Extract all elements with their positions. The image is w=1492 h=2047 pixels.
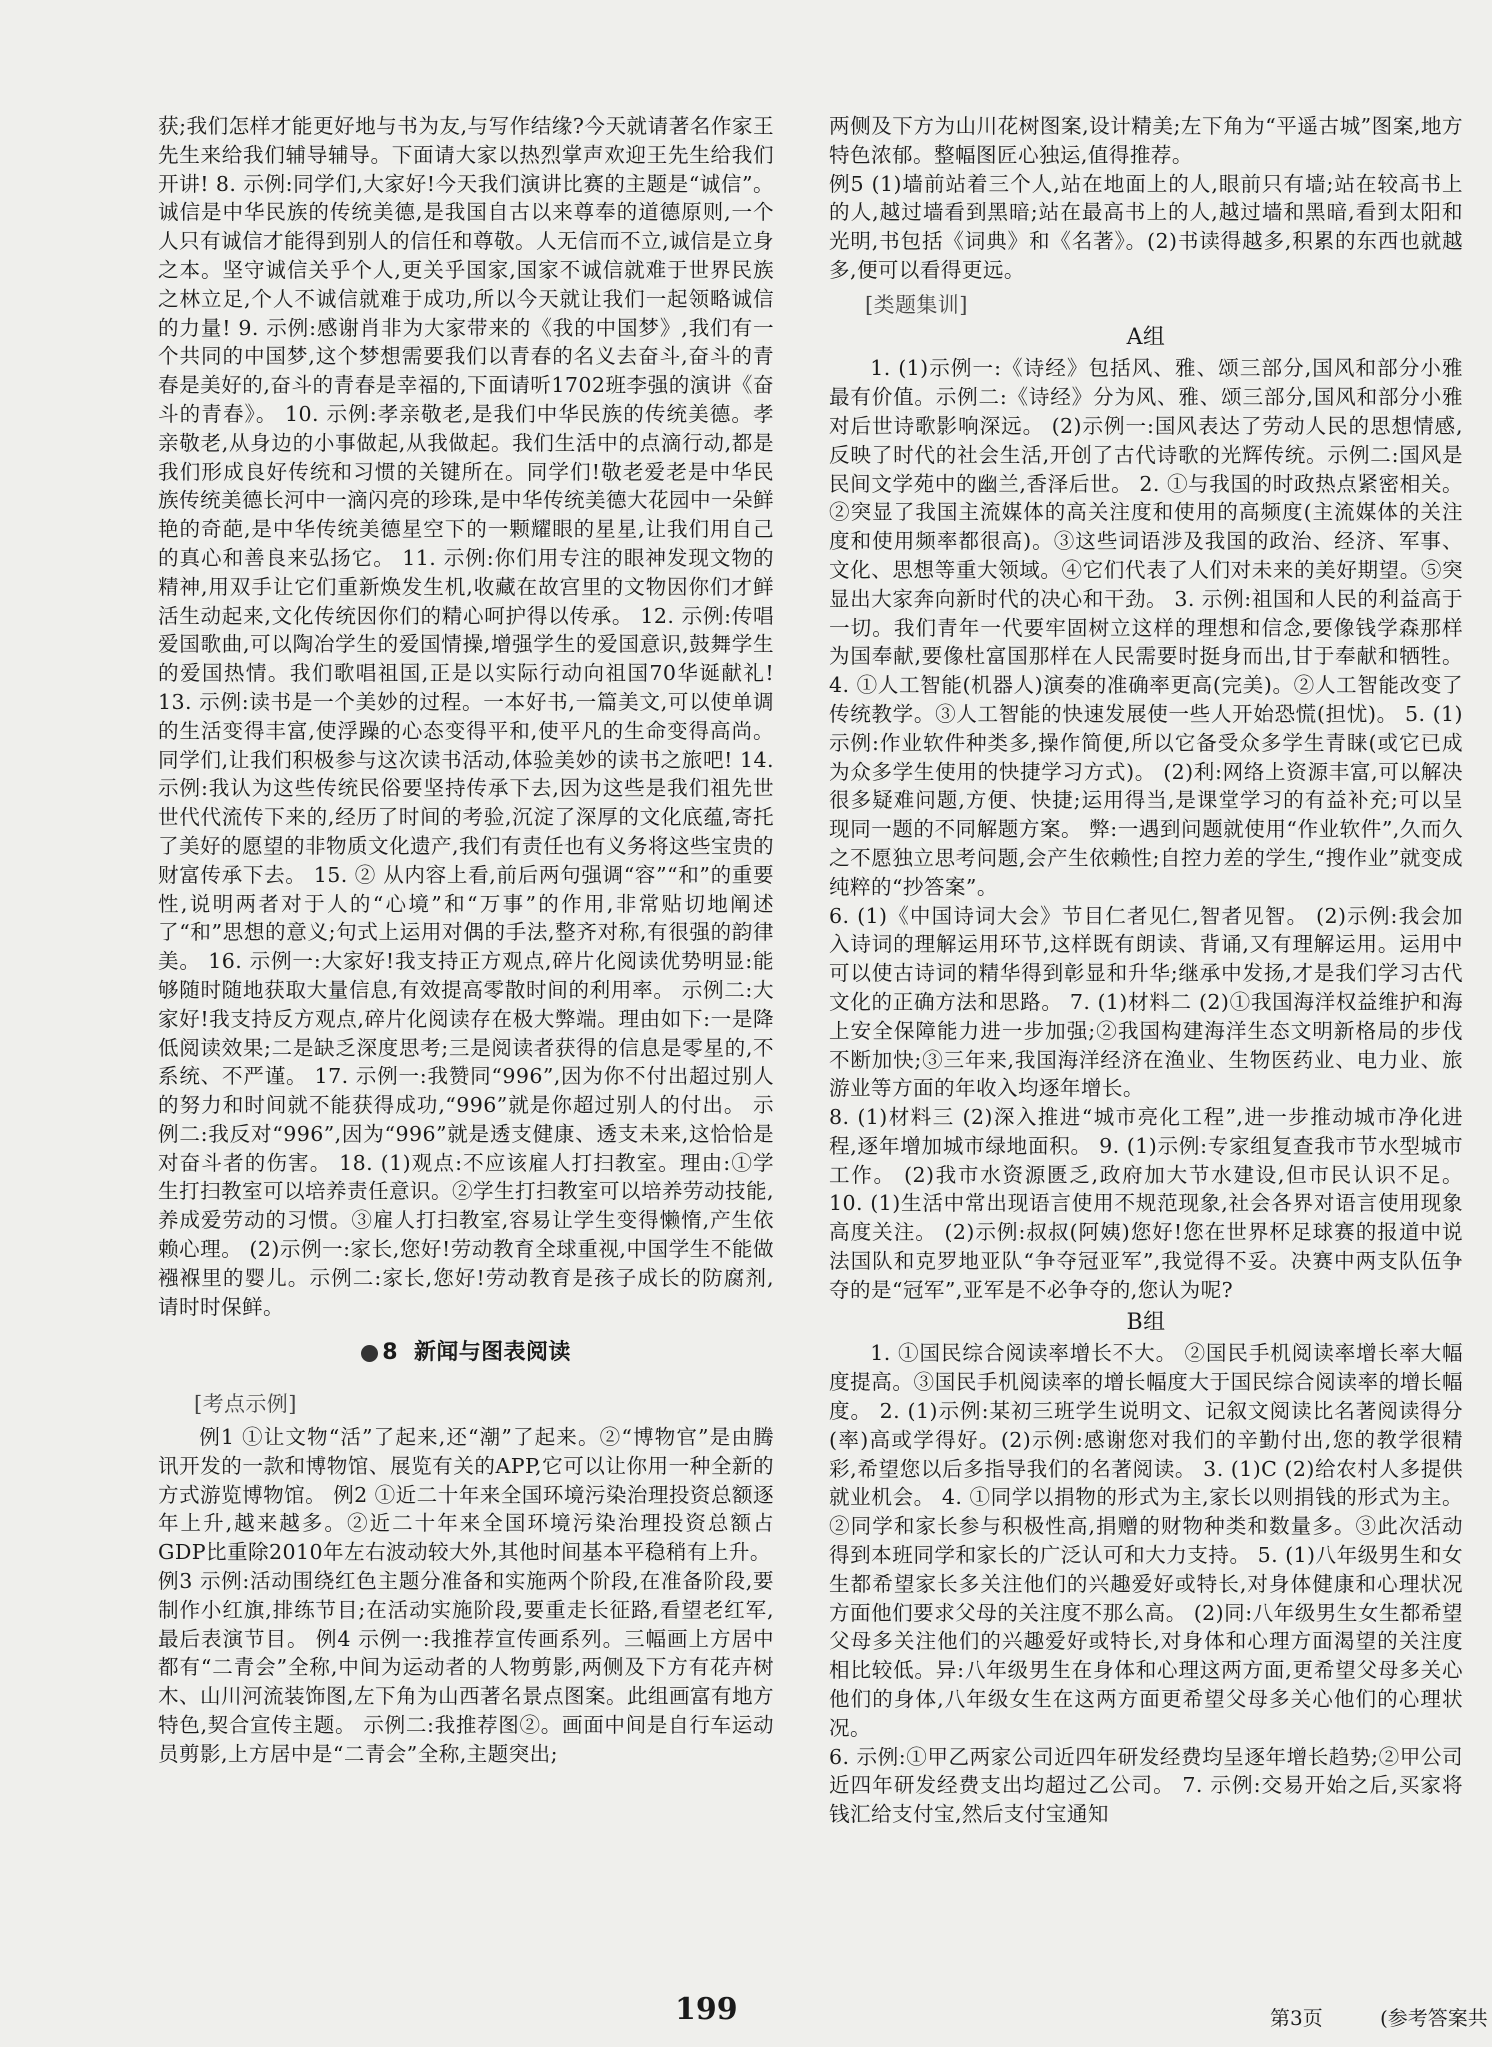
group-b-title: B组 — [1126, 1309, 1166, 1335]
bullet-dot-icon — [361, 1345, 378, 1362]
page-number: 199 — [675, 1992, 738, 2027]
page-label: 第3页 — [1270, 2006, 1323, 2030]
section-number: 8 — [382, 1340, 398, 1366]
answer-text: 两侧及下方为山川花树图案,设计精美;左下角为“平遥古城”图案,地方特色浓郁。整幅图匠心独运,值得推荐。 — [829, 114, 1463, 167]
answer-text: 1. ①国民综合阅读率增长不大。 ②国民手机阅读率增长率大幅度提高。③国民手机阅读率的增长幅度大于国民综合阅读率的增长幅度。 2. (1)示例:某初三班学生说明文、记叙文阅读比名著阅读得分(率)高或学得好。(2)示例:感谢您对我们的辛勤付出,您的教学很精彩,希望您以后多指导我们的名著阅读。 3. (1)C (2)给农村人多提供就业机会。 4. ①同学以捐物的形式为主,家长以则捐钱的形式为主。②同学和家长参与积极性高,捐赠的财物种类和数量多。③此次活动得到本班同学和家长的广泛认可和大力支持。 5. (1)八年级男生和女生都希望家长多关注他们的兴趣爱好或特长,对身体健康和心理状况方面他们要求父母的关注度不那么高。 (2)同:八年级男生女生都希望父母多关注他们的兴趣爱好或特长,对身体和心理方面渴望的关注度相比较低。异:八年级男生在身体和心理这两方面,更希望父母多关心他们的身体,八年级女生在这两方面更希望父母多关心他们的心理状况。 — [829, 1341, 1463, 1740]
exam-example-tag: [考点示例] — [194, 1392, 297, 1417]
answer-text: 6. 示例:①甲乙两家公司近四年研发经费均呈逐年增长趋势;②甲公司近四年研发经费支出均超过乙公司。 7. 示例:交易开始之后,买家将钱汇给支付宝,然后支付宝通知 — [829, 1744, 1463, 1827]
group-a-title: A组 — [1126, 324, 1166, 350]
section-title: 新闻与图表阅读 — [413, 1340, 571, 1366]
answer-text: 6. (1)《中国诗词大会》节目仁者见仁,智者见智。 (2)示例:我会加入诗词的理解运用环节,这样既有朗读、背诵,又有理解运用。运用中可以使古诗词的精华得到彰显和升华;继承中发扬,才是我们学习古代文化的正确方法和思路。 7. (1)材料二 (2)①我国海洋权益维护和海上安全保障能力进一步加强;②我国构建海洋生态文明新格局的步伐不断加快;③三年来,我国海洋经济在渔业、生物医药业、电力业、旅游业等方面的年收入均逐年增长。 — [829, 903, 1463, 1101]
answer-text: 1. (1)示例一:《诗经》包括风、雅、颂三部分,国风和部分小雅最有价值。示例二:《诗经》分为风、雅、颂三部分,国风和部分小雅对后世诗歌影响深远。 (2)示例一:国风表达了劳动人民的思想情感,反映了时代的社会生活,开创了古代诗歌的光辉传统。示例二:国风是民间文学苑中的幽兰,香泽后世。 2. ①与我国的时政热点紧密相关。②突显了我国主流媒体的高关注度和使用的高频度(主流媒体的关注度和使用频率都很高)。③这些词语涉及我国的政治、经济、军事、文化、思想等重大领域。④它们代表了人们对未来的美好期望。⑤突显出大家奔向新时代的决心和干劲。 3. 示例:祖国和人民的利益高于一切。我们青年一代要牢固树立这样的理想和信念,要像钱学森那样为国奉献,要像杜富国那样在人民需要时挺身而出,甘于奉献和牺牲。 4. ①人工智能(机器人)演奏的准确率更高(完美)。②人工智能改变了传统教学。③人工智能的快速发展使一些人开始恐慌(担忧)。 5. (1)示例:作业软件种类多,操作简便,所以它备受众多学生青睐(或它已成为众多学生使用的快捷学习方式)。 (2)利:网络上资源丰富,可以解决很多疑难问题,方便、快捷;运用得当,是课堂学习的有益补充;可以呈现同一题的不同解题方案。 弊:一遇到问题就使用“作业软件”,久而久之不愿独立思考问题,会产生依赖性;自控力差的学生,“搜作业”就变成纯粹的“抄答案”。 — [829, 356, 1463, 899]
right-column — [829, 112, 1463, 1829]
answer-text: 例3 示例:活动围绕红色主题分准备和实施两个阶段,在准备阶段,要制作小红旗,排练节目;在活动实施阶段,要重走长征路,看望老红军,最后表演节目。 例4 示例一:我推荐宣传画系列。三幅画上方居中都有“二青会”全称,中间为运动者的人物剪影,两侧及下方有花卉树木、山川河流装饰图,左下角为山西著名景点图案。此组画富有地方特色,契合宣传主题。 示例二:我推荐图②。画面中间是自行车运动员剪影,上方居中是“二青会”全称,主题突出; — [158, 1569, 774, 1766]
answer-text: 获;我们怎样才能更好地与书为友,与写作结缘?今天就请著名作家王先生来给我们辅导辅导。下面请大家以热烈掌声欢迎王先生给我们开讲! 8. 示例:同学们,大家好!今天我们演讲比赛的主题是“诚信”。诚信是中华民族的传统美德,是我国自古以来尊奉的道德原则,一个人只有诚信才能得到别人的信任和尊敬。人无信而不立,诚信是立身之本。坚守诚信关乎个人,更关乎国家,国家不诚信就难于世界民族之林立足,个人不诚信就难于成功,所以今天就让我们一起领略诚信的力量! 9. 示例:感谢肖非为大家带来的《我的中国梦》,我们有一个共同的中国梦,这个梦想需要我们以青春的名义去奋斗,奋斗的青春是美好的,奋斗的青春是幸福的,下面请听1702班李强的演讲《奋斗的青春》。 10. 示例:孝亲敬老,是我们中华民族的传统美德。孝亲敬老,从身边的小事做起,从我做起。我们生活中的点滴行动,都是我们形成良好传统和习惯的关键所在。同学们!敬老爱老是中华民族传统美德长河中一滴闪亮的珍珠,是中华传统美德大花园中一朵鲜艳的奇葩,是中华传统美德星空下的一颗耀眼的星星,让我们用自己的真心和善良来弘扬它。 11. 示例:你们用专注的眼神发现文物的精神,用双手让它们重新焕发生机,收藏在故宫里的文物因你们才鲜活生动起来,文化传统因你们的精心呵护得以传承。 12. 示例:传唱爱国歌曲,可以陶冶学生的爱国情操,增强学生的爱国意识,鼓舞学生的爱国热情。我们歌唱祖国,正是以实际行动向祖国70华诞献礼! 13. 示例:读书是一个美妙的过程。一本好书,一篇美文,可以使单调的生活变得丰富,使浮躁的心态变得平和,使平凡的生命变得高尚。同学们,让我们积极参与这次读书活动,体验美妙的读书之旅吧! 14. 示例:我认为这些传统民俗要坚持传承下去,因为这些是我们祖先世世代代流传下来的,经历了时间的考验,沉淀了深厚的文化底蕴,寄托了美好的愿望的非物质文化遗产,我们有责任也有义务将这些宝贵的财富传承下去。 15. ② 从内容上看,前后两句强调“容”“和”的重要性,说明两者对于人的“心境”和“万事”的作用,非常贴切地阐述了“和”思想的意义;句式上运用对偶的手法,整齐对称,有很强的韵律美。 16. 示例一:大家好!我支持正方观点,碎片化阅读优势明显:能够随时随地获取大量信息,有效提高零散时间的利用率。 示例二:大家好!我支持反方观点,碎片化阅读存在极大弊端。理由如下:一是降低阅读效果;二是缺乏深度思考;三是阅读者获得的信息是零星的,不系统、不严谨。 17. 示例一:我赞同“996”,因为你不付出超过别人的努力和时间就不能获得成功,“996”就是你超过别人的付出。 示例二:我反对“996”,因为“996”就是透支健康、透支未来,这恰恰是对奋斗者的伤害。 18. (1)观点:不应该雇人打扫教室。理由:①学生打扫教室可以培养责任意识。②学生打扫教室可以培养劳动技能,养成爱劳动的习惯。③雇人打扫教室,容易让学生变得懒惰,产生依赖心理。 (2)示例一:家长,您好!劳动教育全球重视,中国学生不能做襁褓里的婴儿。示例二:家长,您好!劳动教育是孩子成长的防腐剂,请时时保鲜。 — [158, 114, 774, 1319]
left-column — [158, 112, 774, 1769]
section-heading — [158, 1339, 774, 1368]
answer-text: 8. (1)材料三 (2)深入推进“城市亮化工程”,进一步推动城市净化进程,逐年增加城市绿地面积。 9. (1)示例:专家组复查我市节水型城市工作。 (2)我市水资源匮乏,政府加大节水建设,但市民认识不足。 10. (1)生活中常出现语言使用不规范现象,社会各界对语言使用现象高度关注。 (2)示例:叔叔(阿姨)您好!您在世界杯足球赛的报道中说法国队和克罗地亚队“争夺冠亚军”,我觉得不妥。决赛中两支队伍争夺的是“冠军”,亚军是不必争夺的,您认为呢? — [829, 1105, 1463, 1302]
answer-text: 例1 ①让文物“活”了起来,还“潮”了起来。②“博物官”是由腾讯开发的一款和博物馆、展览有关的APP,它可以让你用一种全新的方式游览博物馆。 例2 ①近二十年来全国环境污染治理投资总额逐年上升,越来越多。②近二十年来全国环境污染治理投资总额占GDP比重除2010年左右波动较大外,其他时间基本平稳稍有上升。 — [158, 1425, 774, 1565]
answer-note: (参考答案共 — [1380, 2006, 1488, 2030]
answer-text: 例5 (1)墙前站着三个人,站在地面上的人,眼前只有墙;站在较高书上的人,越过墙看到黑暗;站在最高书上的人,越过墙和黑暗,看到太阳和光明,书包括《词典》和《名著》。(2)书读得越多,积累的东西也就越多,便可以看得更远。 — [829, 171, 1463, 282]
practice-tag: [类题集训] — [865, 292, 968, 317]
